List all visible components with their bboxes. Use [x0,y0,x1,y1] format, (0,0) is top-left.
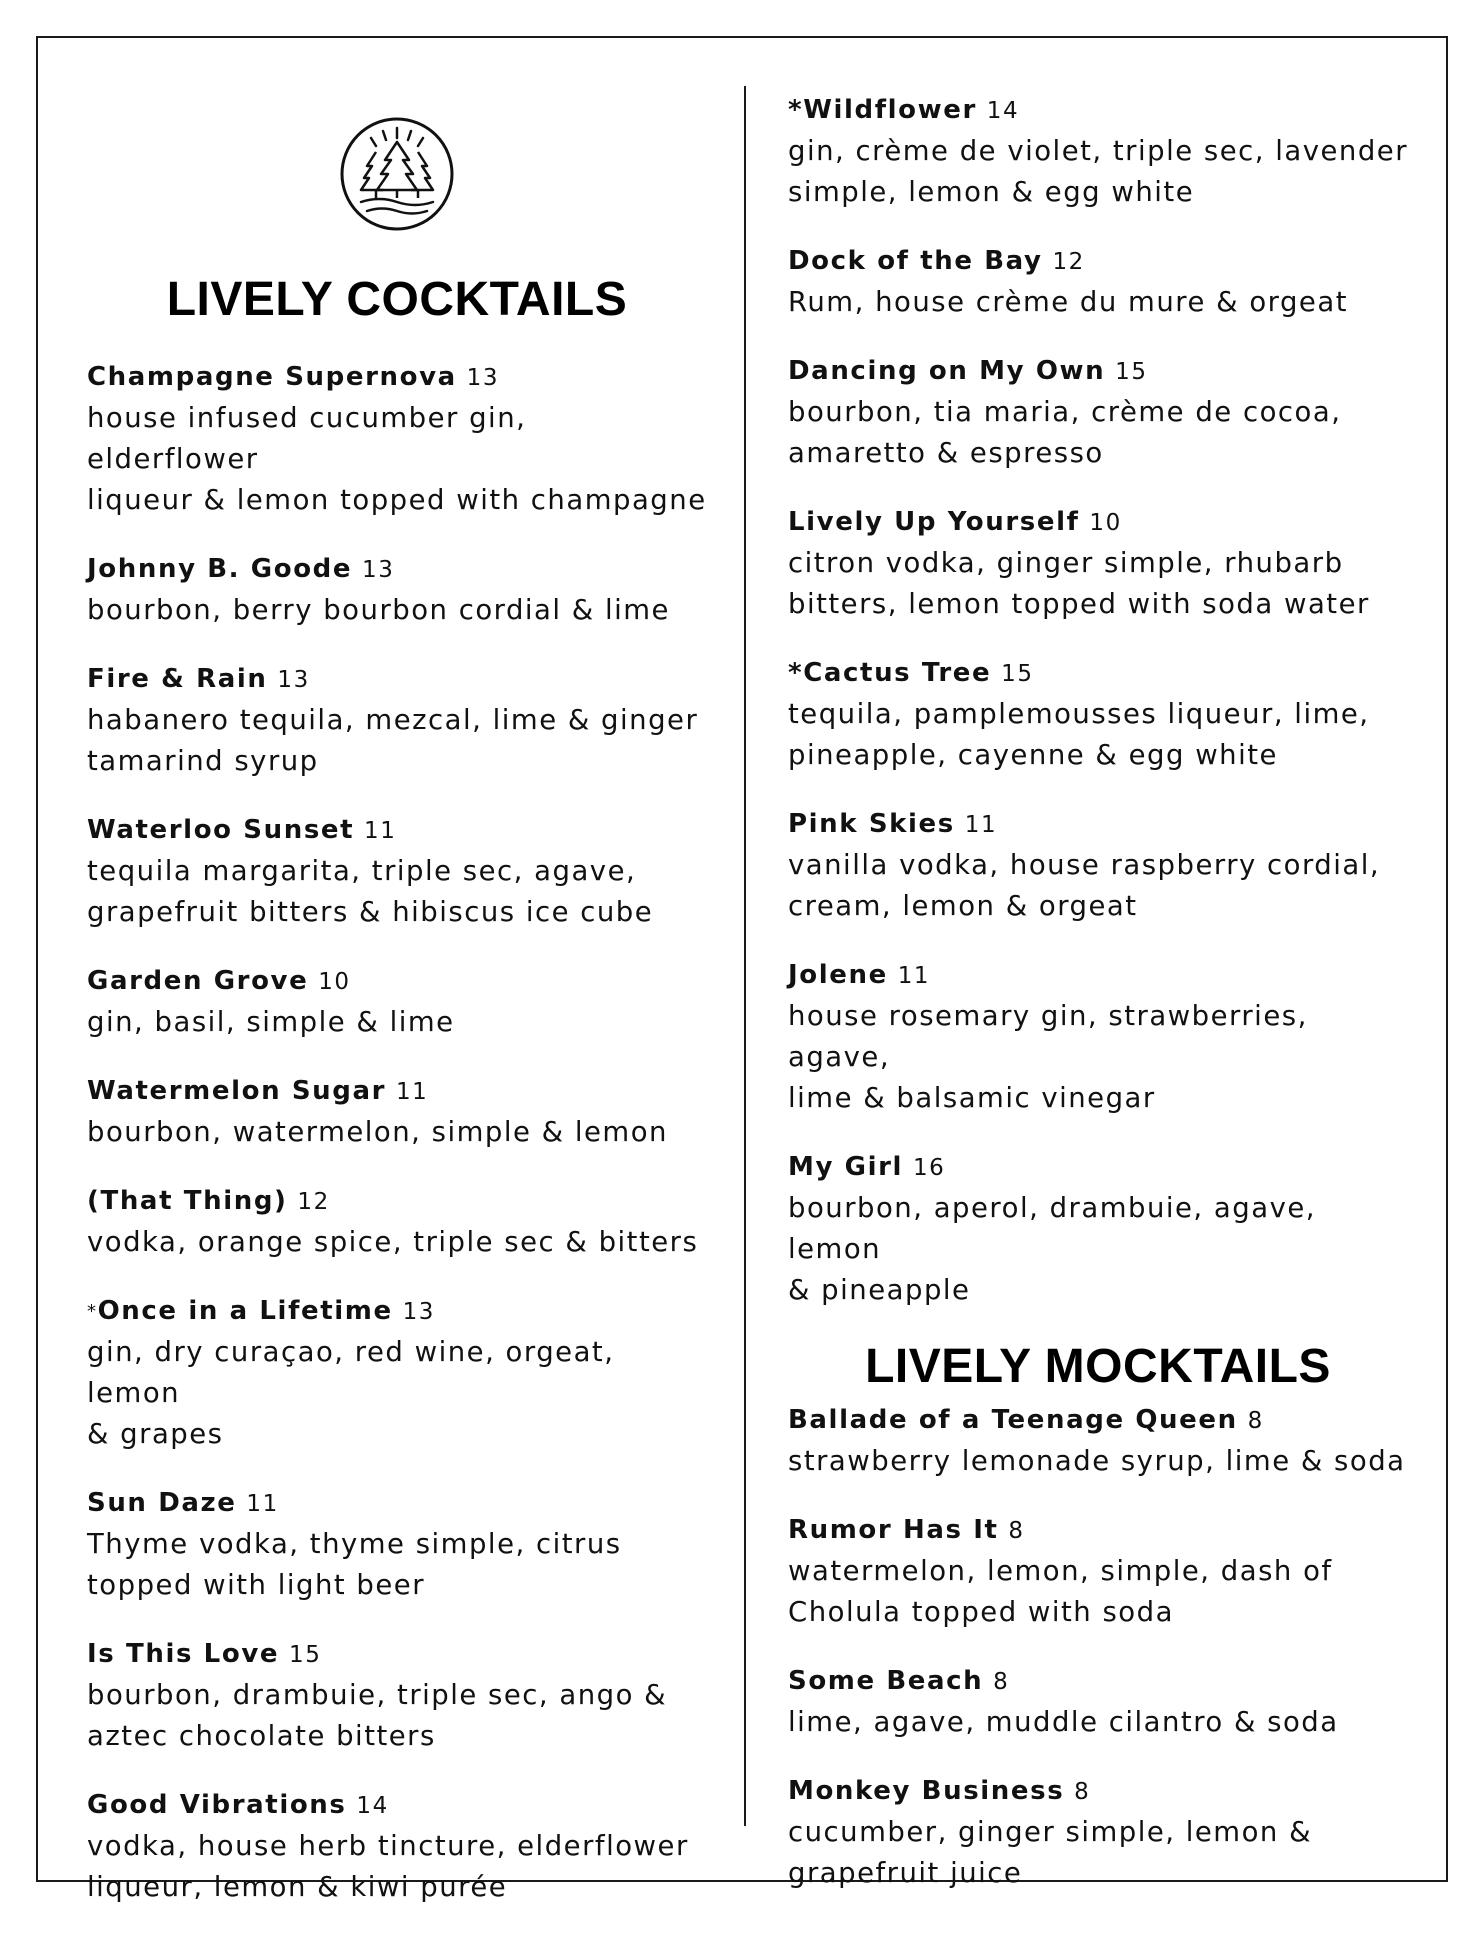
menu-item-description: house rosemary gin, strawberries, agave, [788,1000,1308,1073]
menu-item-description: tequila margarita, triple sec, agave, [87,855,637,887]
menu-item-header [87,1785,707,1826]
menu-item [788,1771,1408,1894]
menu-item-description: vodka, house herb tincture, elderflower [87,1830,689,1862]
menu-item-price: 10 [1089,510,1122,536]
menu-item-header [788,241,1408,282]
menu-item-description: lime, agave, muddle cilantro & soda [788,1706,1339,1738]
menu-item-header [788,1661,1408,1702]
menu-item-description: Thyme vodka, thyme simple, citrus [87,1528,622,1560]
menu-item-price: 12 [1052,249,1085,275]
menu-item [788,90,1408,213]
mocktail-list [788,1400,1408,1894]
menu-item-name: Fire & Rain [87,664,268,694]
menu-item-header [87,1071,707,1112]
menu-item-description: strawberry lemonade syrup, lime & soda [788,1445,1406,1477]
menu-item-description: cream, lemon & orgeat [788,890,1138,922]
menu-item-price: 8 [1008,1518,1025,1544]
menu-item-name: Lively Up Yourself [788,507,1080,537]
menu-item-description: house infused cucumber gin, elderflower [87,402,527,475]
menu-item-name: Rumor Has It [788,1515,999,1545]
menu-item-description: habanero tequila, mezcal, lime & ginger [87,704,699,736]
menu-item-name: Watermelon Sugar [87,1076,387,1106]
menu-item-description: liqueur & lemon topped with champagne [87,484,707,516]
menu-item-header [788,1147,1408,1188]
menu-item-name: Waterloo Sunset [87,815,355,845]
menu-item-description: lime & balsamic vinegar [788,1082,1156,1114]
menu-item-description: vodka, orange spice, triple sec & bitters [87,1226,699,1258]
menu-item-description: bourbon, watermelon, simple & lemon [87,1116,668,1148]
menu-item-description: tequila, pamplemousses liqueur, lime, [788,698,1370,730]
menu-item [87,1785,707,1908]
menu-item-name: Is This Love [87,1639,280,1669]
menu-item-header [87,549,707,590]
menu-item-description: tamarind syrup [87,745,319,777]
menu-item-description: pineapple, cayenne & egg white [788,739,1278,771]
menu-item-description: grapefruit bitters & hibiscus ice cube [87,896,654,928]
menu-item-header [788,351,1408,392]
menu-item-header [788,1400,1408,1441]
menu-item [87,961,707,1043]
menu-item [87,549,707,631]
menu-item-description: gin, crème de violet, triple sec, lavender [788,135,1409,167]
menu-item-name: Jolene [788,960,888,990]
menu-item-price: 15 [1001,661,1034,687]
menu-item-header [87,1483,707,1524]
star-marker: * [87,1301,98,1322]
menu-item-description: gin, basil, simple & lime [87,1006,455,1038]
menu-item-price: 15 [1115,359,1148,385]
cocktails-title: LIVELY COCKTAILS [166,273,628,326]
menu-item-description: bitters, lemon topped with soda water [788,588,1370,620]
menu-item [788,502,1408,625]
menu-item-description: bourbon, aperol, drambuie, agave, lemon [788,1192,1317,1265]
mocktails-title: LIVELY MOCKTAILS [865,1340,1331,1393]
menu-item-price: 13 [277,667,310,693]
menu-item [87,659,707,782]
menu-item-description: & grapes [87,1418,224,1450]
menu-item-price: 15 [288,1642,322,1668]
menu-item-description: watermelon, lemon, simple, dash of [788,1555,1333,1587]
menu-item-description: simple, lemon & egg white [788,176,1195,208]
menu-item [788,1147,1408,1311]
menu-item-description: Cholula topped with soda [788,1596,1174,1628]
menu-item-header [87,810,707,851]
menu-item-header [788,804,1408,845]
menu-item-description: citron vodka, ginger simple, rhubarb [788,547,1344,579]
menu-item [788,351,1408,474]
menu-item-header [87,357,707,398]
menu-item-header [788,502,1408,543]
cocktails-right-column [788,90,1408,1922]
menu-item-price: 8 [1074,1779,1091,1805]
cocktails-left-column [87,96,707,1936]
menu-item-name: Pink Skies [788,809,955,839]
menu-item-description: grapefruit juice [788,1857,1023,1889]
menu-item [788,804,1408,927]
menu-item-name: Monkey Business [788,1776,1065,1806]
menu-item-name: Some Beach [788,1666,984,1696]
menu-item-description: liqueur, lemon & kiwi purée [87,1871,508,1903]
menu-item-price: 11 [364,818,397,844]
right-cocktail-list [788,90,1408,1311]
menu-item-price: 13 [466,365,500,391]
menu-item-description: bourbon, tia maria, crème de cocoa, [788,396,1342,428]
menu-item-price: 11 [246,1491,279,1517]
menu-item-price: 13 [362,557,395,583]
menu-item-description: & pineapple [788,1274,971,1306]
menu-item-header [87,659,707,700]
menu-item [87,810,707,933]
menu-item-name: Champagne Supernova [87,362,457,392]
menu-item-header [87,1634,707,1675]
menu-item-name: My Girl [788,1152,904,1182]
menu-item-name: *Cactus Tree [788,658,992,688]
menu-item [87,357,707,521]
menu-item [87,1483,707,1606]
menu-item-description: topped with light beer [87,1569,426,1601]
menu-item-price: 8 [1247,1408,1264,1434]
menu-item [788,653,1408,776]
menu-item-name: *Wildflower [788,95,977,125]
menu-item-name: Dancing on My Own [788,356,1106,386]
menu-item [87,1291,707,1455]
menu-item-price: 11 [964,812,998,838]
menu-item-price: 8 [993,1669,1010,1695]
menu-item-name: Garden Grove [87,966,309,996]
menu-item [87,1181,707,1263]
menu-item-header [788,1510,1408,1551]
menu-item-description: gin, dry curaçao, red wine, orgeat, lemon [87,1336,615,1409]
menu-item-price: 10 [318,969,351,995]
forest-sunrise-icon [339,116,455,232]
menu-item-name: Ballade of a Teenage Queen [788,1405,1238,1435]
menu-item-name: Dock of the Bay [788,246,1043,276]
menu-item-description: cucumber, ginger simple, lemon & [788,1816,1313,1848]
menu-item-name: (That Thing) [87,1186,288,1216]
menu-item-price: 11 [897,963,931,989]
menu-item [788,1510,1408,1633]
menu-item-price: 16 [912,1155,946,1181]
menu-item-description: bourbon, drambuie, triple sec, ango & [87,1679,668,1711]
left-cocktail-list [87,357,707,1908]
menu-item [788,955,1408,1119]
menu-item-header [788,1771,1408,1812]
menu-item [788,1400,1408,1482]
menu-item-description: amaretto & espresso [788,437,1104,469]
menu-item-description: bourbon, berry bourbon cordial & lime [87,594,670,626]
menu-item-header [788,653,1408,694]
menu-item-description: aztec chocolate bitters [87,1720,436,1752]
menu-item-price: 13 [402,1299,436,1325]
menu-item-price: 12 [297,1189,330,1215]
menu-item-header [87,1291,707,1332]
menu-item-name: Sun Daze [87,1488,237,1518]
menu-item-header [788,955,1408,996]
menu-item-description: vanilla vodka, house raspberry cordial, [788,849,1381,881]
menu-item [87,1634,707,1757]
menu-item [788,1661,1408,1743]
menu-item-price: 14 [986,98,1020,124]
column-divider [744,86,746,1826]
menu-item-name: Johnny B. Goode [87,554,353,584]
menu-item-name: Once in a Lifetime [97,1296,393,1326]
menu-item-header [87,961,707,1002]
menu-item-price: 11 [395,1079,429,1105]
menu-item-description: Rum, house crème du mure & orgeat [788,286,1348,318]
menu-item-price: 14 [356,1793,389,1819]
menu-item-header [788,90,1408,131]
menu-item-header [87,1181,707,1222]
menu-item [87,1071,707,1153]
menu-item [788,241,1408,323]
menu-item-name: Good Vibrations [87,1790,347,1820]
